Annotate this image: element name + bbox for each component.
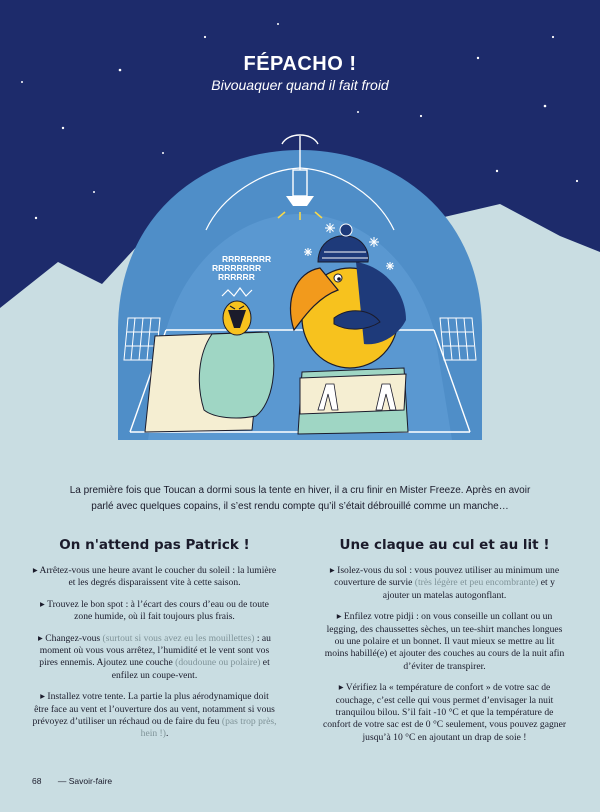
page-subtitle: Bivouaquer quand il fait froid (211, 77, 389, 93)
page-number: 68 (32, 776, 42, 786)
snore-line-2: RRRRRRRR (212, 263, 262, 273)
left-tip-3-aside-b: (doudoune ou polaire) (175, 657, 261, 669)
left-column (32, 537, 277, 750)
left-tip-3 (32, 633, 277, 683)
left-tip-4-aside: (pas trop près, hein !) (140, 716, 277, 740)
left-tip-3-text-a: ▸ Changez-vous (38, 632, 103, 644)
left-heading: On n'attend pas Patrick ! (59, 537, 250, 553)
snore-line-3: RRRRRR (218, 272, 255, 282)
section-name: — Savoir-faire (57, 776, 113, 786)
left-tip-3-aside-a: (surtout si vous avez eu les mouillettes) (102, 632, 255, 644)
right-tip-2: ▸ Enfilez votre pidji : on vous conseille un collant ou un legging, des chaussettes sèches, un tee-shirt manches longues ou une polaire et un bonnet. Il vaut mieux se mettre au lit moins habillé(e) et ajouter des couches au cours de la nuit afin d’éviter de transpirer. (324, 611, 565, 672)
left-tip-3-text-c: et enfilez un coupe-vent. (111, 657, 270, 681)
page-title: FÉPACHO ! (243, 53, 357, 75)
right-tip-1-text-b: et y ajouter un matelas autogonflant. (382, 577, 555, 601)
right-column (322, 537, 567, 753)
left-tip-4 (32, 691, 277, 741)
right-tip-1 (322, 565, 567, 602)
left-tip-3-text-b: : au moment où vous vous arrêtez, l’humidité et le vent sont vos pires ennemis. Ajoutez une couche (39, 632, 271, 669)
left-tip-2: ▸ Trouvez le bon spot : à l’écart des cours d’eau ou de toute zone humide, où il fait toujours plus frais. (40, 598, 269, 623)
intro-paragraph: La première fois que Toucan a dormi sous la tente en hiver, il a cru finir en Mister Freeze. Après en avoir parlé avec quelques copains, il s’est rendu compte qu’il s’était débrouillé comme un manche… (69, 485, 531, 512)
left-tip-1: ▸ Arrêtez-vous une heure avant le coucher du soleil : la lumière et les degrés disparaissent vite à cette saison. (32, 565, 277, 589)
right-tip-3: ▸ Vérifiez la « température de confort » de votre sac de couchage, c’est celle qui vous permet d’envisager la nuit tranquilou bilou. S’il fait -10 °C et que la température de confort de votre sac est de 0 °C seulement, vous pouvez gagner jusqu’à 10 °C en ajoutant un drap de soie ! (322, 682, 567, 743)
snore-line-1: RRRRRRRR (222, 254, 272, 264)
right-tip-1-text-a: ▸ Isolez-vous du sol : vous pouvez utiliser au minimum une couverture de survie (329, 565, 560, 589)
right-tip-1-aside: (très légère et peu encombrante) (414, 577, 539, 589)
left-tip-4-text-b: . (165, 728, 169, 740)
page-footer (32, 776, 126, 786)
left-tip-4-text-a: ▸ Installez votre tente. La partie la plus aérodynamique doit être face au vent et l’ouverture dos au vent, notamment si vous prévoyez d’utiliser un réchaud ou de faire du feu (32, 691, 275, 728)
right-heading: Une claque au cul et au lit ! (339, 537, 550, 553)
